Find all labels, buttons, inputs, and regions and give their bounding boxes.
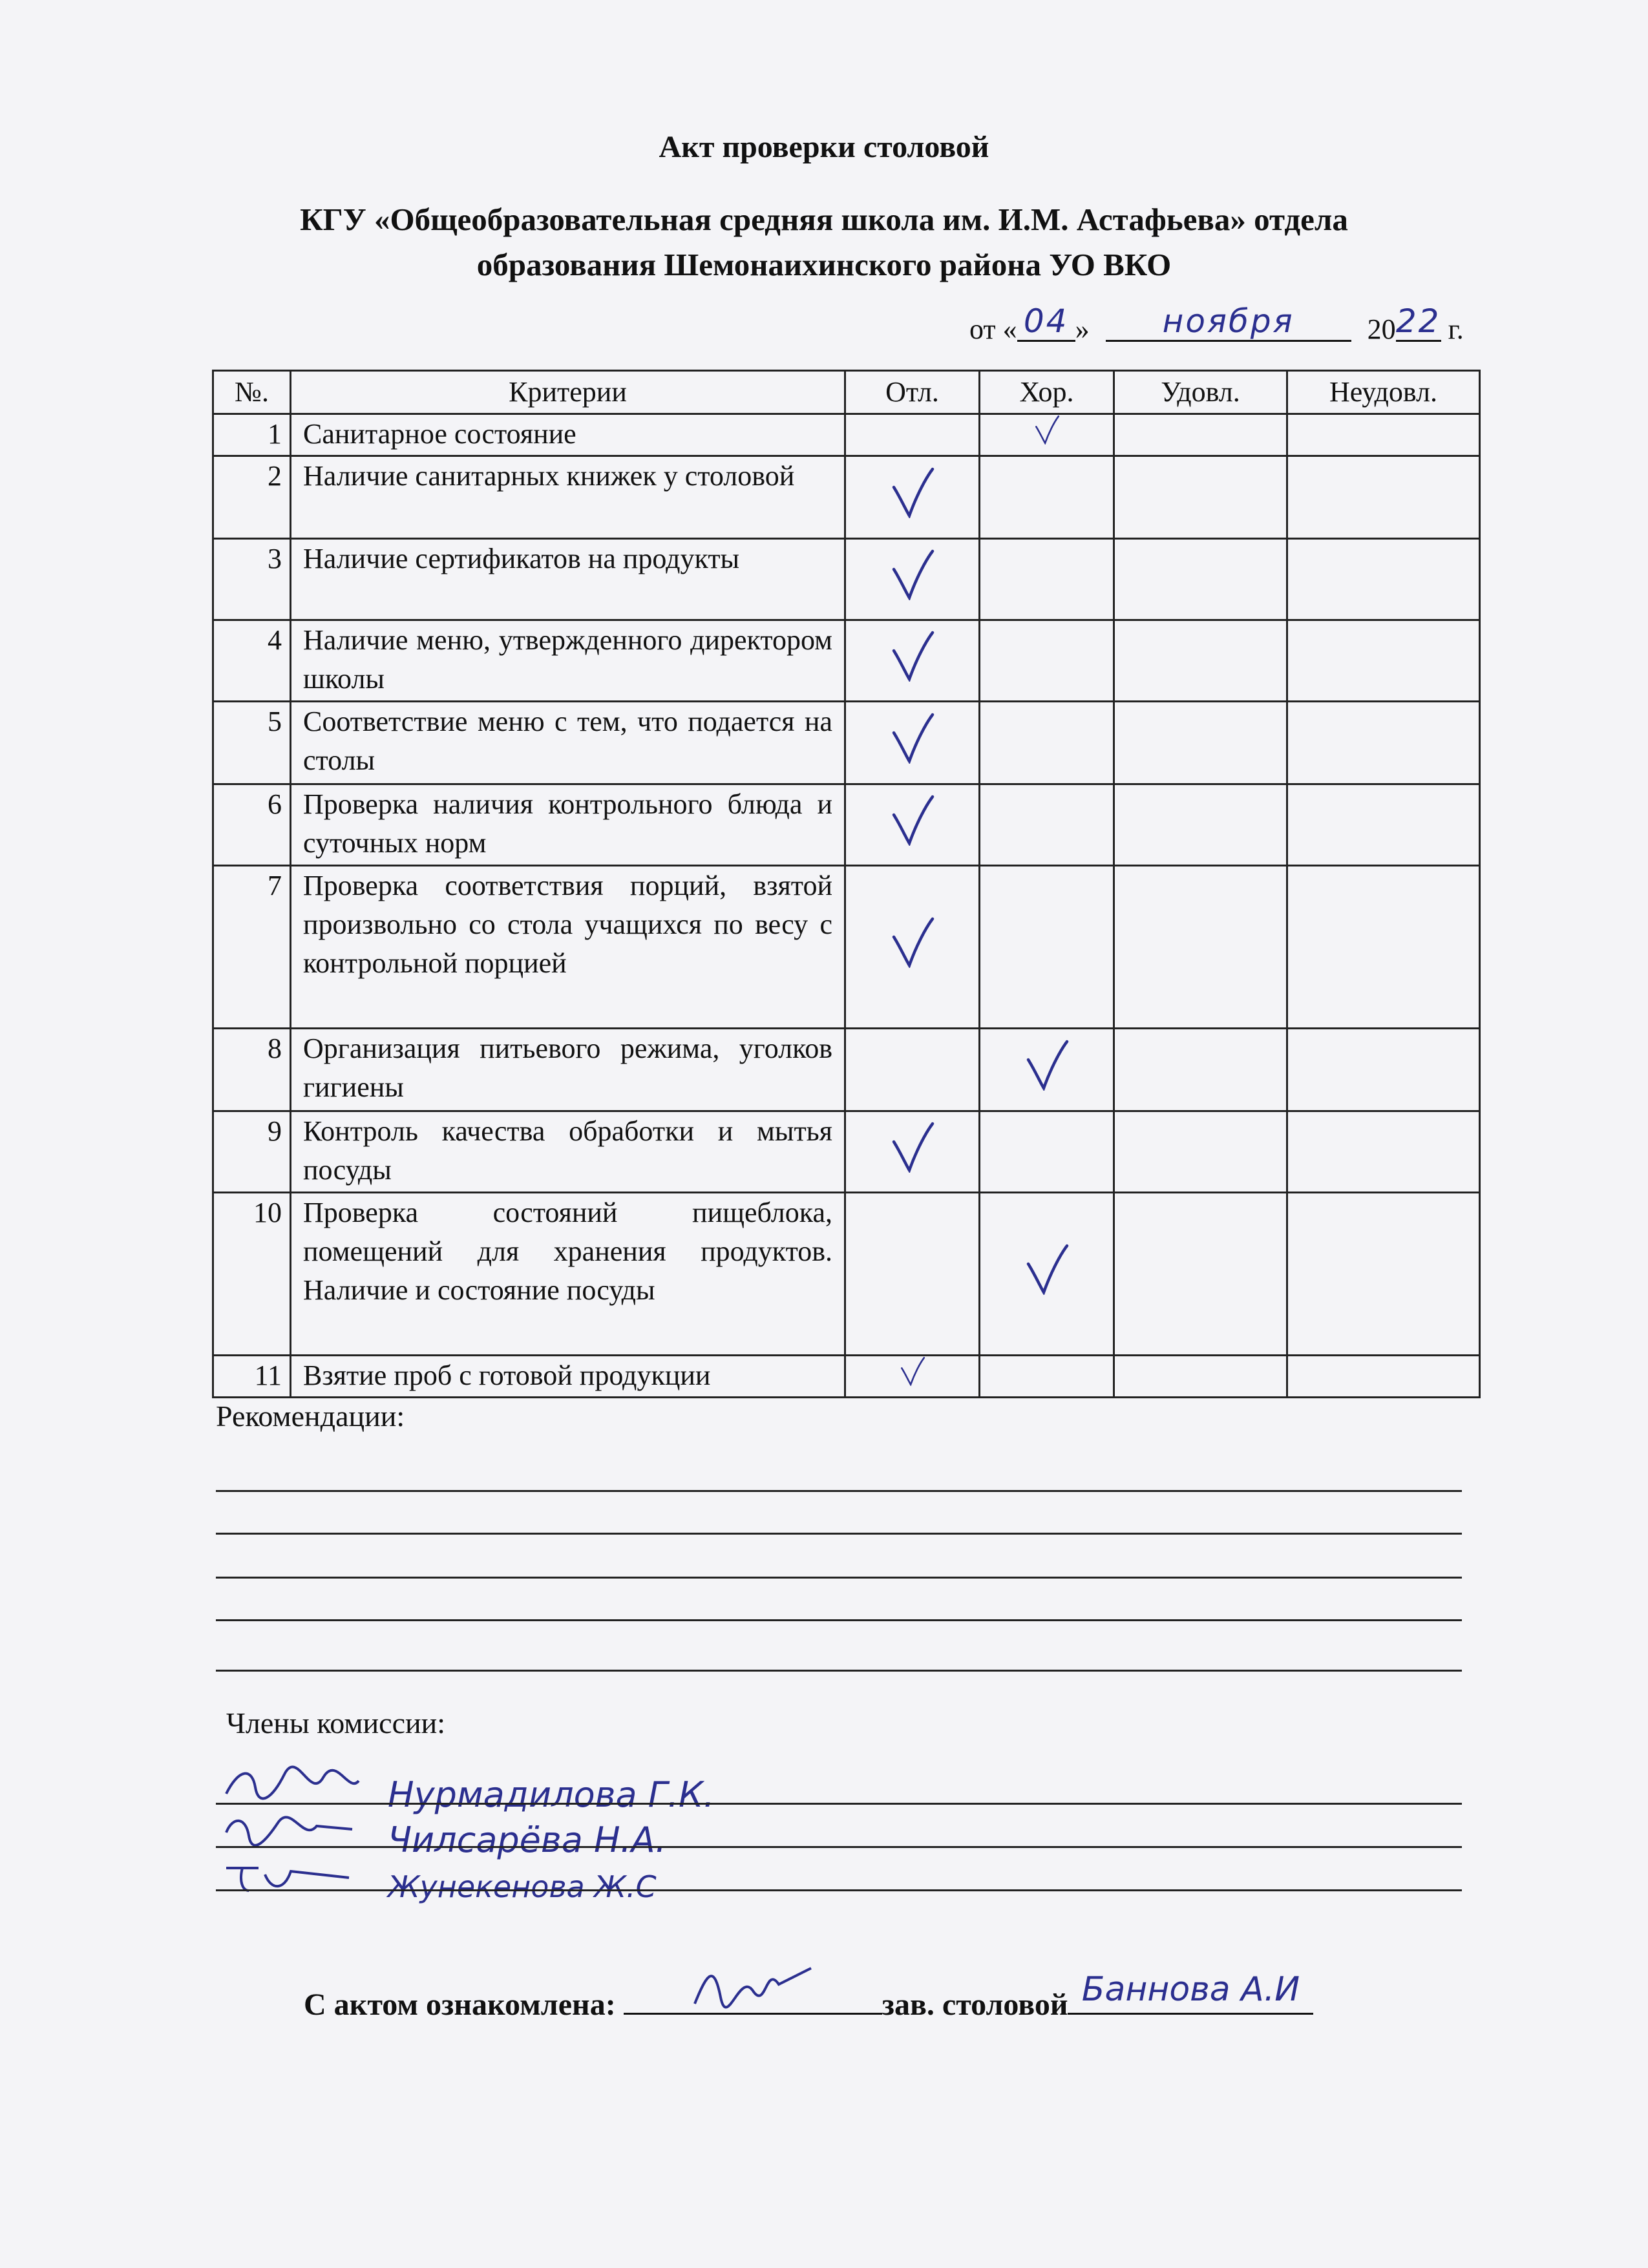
row-number: 8 bbox=[213, 1029, 291, 1111]
rating-excellent-cell bbox=[845, 784, 980, 866]
date-mid: » bbox=[1075, 313, 1090, 345]
checkmark-icon bbox=[890, 794, 935, 846]
rating-excellent-cell bbox=[845, 866, 980, 1029]
rating-unsatisfactory-cell bbox=[1287, 1356, 1480, 1398]
member-name: Нурмадилова Г.К. bbox=[388, 1774, 715, 1815]
checkmark-icon bbox=[898, 1356, 927, 1386]
row-number: 9 bbox=[213, 1111, 291, 1193]
header-satisfactory: Удовл. bbox=[1114, 371, 1287, 414]
recommendation-line bbox=[216, 1619, 1462, 1621]
criterion-text: Соответствие меню с тем, что подается на столы bbox=[291, 702, 845, 784]
rating-unsatisfactory-cell bbox=[1287, 620, 1480, 702]
rating-good-cell bbox=[980, 456, 1114, 539]
rating-good-cell bbox=[980, 1193, 1114, 1356]
row-number: 3 bbox=[213, 539, 291, 620]
rating-satisfactory-cell bbox=[1114, 1356, 1287, 1398]
manager-signature: Баннова А.И bbox=[1081, 1970, 1300, 2009]
row-number: 1 bbox=[213, 414, 291, 456]
checkmark-icon bbox=[890, 467, 935, 518]
rating-good-cell bbox=[980, 866, 1114, 1029]
header-good: Хор. bbox=[980, 371, 1114, 414]
acknowledgement-signature-field bbox=[624, 1980, 882, 2015]
criteria-table bbox=[212, 370, 1481, 1398]
table-row bbox=[213, 784, 1480, 866]
table-header-row bbox=[213, 371, 1480, 414]
rating-unsatisfactory-cell bbox=[1287, 784, 1480, 866]
table-row bbox=[213, 702, 1480, 784]
row-number: 2 bbox=[213, 456, 291, 539]
table-row bbox=[213, 1193, 1480, 1356]
rating-excellent-cell bbox=[845, 1356, 980, 1398]
member-line bbox=[216, 1803, 1462, 1805]
acknowledgement-row bbox=[304, 1970, 1313, 2022]
date-day: 04 bbox=[1023, 302, 1069, 340]
criterion-text: Санитарное состояние bbox=[291, 414, 845, 456]
member-name: Чилсарёва Н.А. bbox=[388, 1820, 666, 1860]
date-prefix: от « bbox=[969, 313, 1017, 345]
rating-unsatisfactory-cell bbox=[1287, 414, 1480, 456]
checkmark-icon bbox=[890, 1121, 935, 1173]
document-title: Акт проверки столовой bbox=[659, 130, 989, 164]
rating-good-cell bbox=[980, 414, 1114, 456]
date-year-prefix: 20 bbox=[1367, 313, 1396, 345]
header-number: №. bbox=[213, 371, 291, 414]
row-number: 6 bbox=[213, 784, 291, 866]
rating-excellent-cell bbox=[845, 702, 980, 784]
table-row bbox=[213, 1029, 1480, 1111]
date-suffix: г. bbox=[1441, 313, 1464, 345]
acknowledgement-label: С актом ознакомлена: bbox=[304, 1988, 624, 2022]
criterion-text: Организация питьевого режима, уголков гигиены bbox=[291, 1029, 845, 1111]
table-row bbox=[213, 539, 1480, 620]
table-row bbox=[213, 1356, 1480, 1398]
checkmark-icon bbox=[890, 712, 935, 764]
member-line bbox=[216, 1889, 1462, 1891]
document-date bbox=[969, 302, 1464, 346]
acknowledgement-position: зав. столовой bbox=[882, 1988, 1068, 2022]
member-line bbox=[216, 1846, 1462, 1848]
rating-unsatisfactory-cell bbox=[1287, 1193, 1480, 1356]
criterion-text: Наличие сертификатов на продукты bbox=[291, 539, 845, 620]
criterion-text: Наличие меню, утвержденного директором школы bbox=[291, 620, 845, 702]
rating-good-cell bbox=[980, 784, 1114, 866]
rating-good-cell bbox=[980, 539, 1114, 620]
row-number: 4 bbox=[213, 620, 291, 702]
table-row bbox=[213, 456, 1480, 539]
rating-excellent-cell bbox=[845, 414, 980, 456]
rating-excellent-cell bbox=[845, 1029, 980, 1111]
date-year-suffix: 22 bbox=[1395, 302, 1441, 340]
table-row bbox=[213, 620, 1480, 702]
member-name: Жунекенова Ж.С bbox=[388, 1869, 657, 1904]
rating-satisfactory-cell bbox=[1114, 539, 1287, 620]
checkmark-icon bbox=[890, 630, 935, 682]
rating-satisfactory-cell bbox=[1114, 456, 1287, 539]
rating-unsatisfactory-cell bbox=[1287, 456, 1480, 539]
recommendation-line bbox=[216, 1533, 1462, 1535]
date-month: ноября bbox=[1162, 302, 1294, 340]
row-number: 10 bbox=[213, 1193, 291, 1356]
criterion-text: Проверка соответствия порций, взятой произвольно со стола учащихся по весу с контрольной порцией bbox=[291, 866, 845, 1029]
rating-excellent-cell bbox=[845, 1111, 980, 1193]
rating-unsatisfactory-cell bbox=[1287, 866, 1480, 1029]
checkmark-icon bbox=[890, 549, 935, 600]
rating-good-cell bbox=[980, 702, 1114, 784]
rating-unsatisfactory-cell bbox=[1287, 539, 1480, 620]
criterion-text: Проверка наличия контрольного блюда и суточных норм bbox=[291, 784, 845, 866]
rating-satisfactory-cell bbox=[1114, 702, 1287, 784]
rating-excellent-cell bbox=[845, 539, 980, 620]
rating-excellent-cell bbox=[845, 456, 980, 539]
recommendation-line bbox=[216, 1577, 1462, 1579]
date-day-field bbox=[1017, 302, 1075, 342]
checkmark-icon bbox=[1024, 1039, 1070, 1091]
organization-line-1: КГУ «Общеобразовательная средняя школа им. И.М. Астафьева» отдела bbox=[300, 202, 1348, 237]
criterion-text: Наличие санитарных книжек у столовой bbox=[291, 456, 845, 539]
criterion-text: Взятие проб с готовой продукции bbox=[291, 1356, 845, 1398]
rating-satisfactory-cell bbox=[1114, 414, 1287, 456]
header-criteria: Критерии bbox=[291, 371, 845, 414]
row-number: 11 bbox=[213, 1356, 291, 1398]
table-row bbox=[213, 1111, 1480, 1193]
rating-satisfactory-cell bbox=[1114, 1111, 1287, 1193]
recommendations-label: Рекомендации: bbox=[216, 1400, 405, 1433]
header-excellent: Отл. bbox=[845, 371, 980, 414]
rating-good-cell bbox=[980, 620, 1114, 702]
date-month-field bbox=[1106, 302, 1351, 342]
checkmark-icon bbox=[1024, 1243, 1070, 1295]
header-unsatisfactory: Неудовл. bbox=[1287, 371, 1480, 414]
recommendation-line bbox=[216, 1670, 1462, 1672]
row-number: 5 bbox=[213, 702, 291, 784]
rating-unsatisfactory-cell bbox=[1287, 702, 1480, 784]
rating-satisfactory-cell bbox=[1114, 784, 1287, 866]
manager-signature-field bbox=[1068, 1970, 1313, 2015]
rating-unsatisfactory-cell bbox=[1287, 1111, 1480, 1193]
criterion-text: Проверка состояний пищеблока, помещений для хранения продуктов. Наличие и состояние посуды bbox=[291, 1193, 845, 1356]
date-year-field bbox=[1395, 302, 1441, 342]
rating-satisfactory-cell bbox=[1114, 620, 1287, 702]
checkmark-icon bbox=[890, 916, 935, 968]
handwritten-signature bbox=[688, 1958, 818, 2010]
row-number: 7 bbox=[213, 866, 291, 1029]
rating-excellent-cell bbox=[845, 620, 980, 702]
rating-satisfactory-cell bbox=[1114, 866, 1287, 1029]
criterion-text: Контроль качества обработки и мытья посуды bbox=[291, 1111, 845, 1193]
table-row bbox=[213, 414, 1480, 456]
rating-good-cell bbox=[980, 1029, 1114, 1111]
rating-satisfactory-cell bbox=[1114, 1193, 1287, 1356]
rating-satisfactory-cell bbox=[1114, 1029, 1287, 1111]
organization-name bbox=[0, 197, 1648, 288]
table-row bbox=[213, 866, 1480, 1029]
organization-line-2: образования Шемонаихинского района УО ВКО bbox=[476, 247, 1172, 282]
handwritten-signature bbox=[220, 1852, 388, 1904]
commission-members-label: Члены комиссии: bbox=[226, 1706, 446, 1739]
rating-unsatisfactory-cell bbox=[1287, 1029, 1480, 1111]
rating-excellent-cell bbox=[845, 1193, 980, 1356]
checkmark-icon bbox=[1032, 415, 1062, 445]
rating-good-cell bbox=[980, 1111, 1114, 1193]
rating-good-cell bbox=[980, 1356, 1114, 1398]
member-signature-row bbox=[220, 1852, 657, 1904]
recommendation-line bbox=[216, 1490, 1462, 1492]
